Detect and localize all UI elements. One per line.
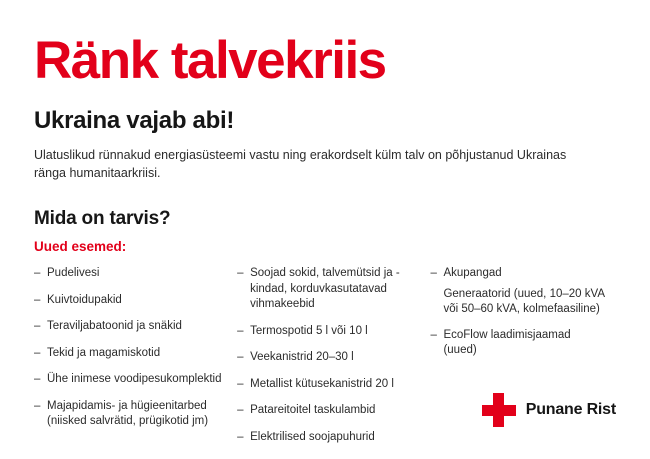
logo-label: Punane Rist [525,401,616,418]
items-list-1 [34,266,227,430]
items-column-2 [237,266,430,456]
list-item: – Majapidamis- ja hügieenitarbed (niisked salvrätid, prügikotid jm) [34,399,227,430]
section-title: Mida on tarvis? [34,208,171,230]
list-item-sub: Generaatorid (uued, 10–20 kVA või 50–60 kVA, kolmefaasiline) [443,287,605,316]
items-columns [34,266,616,456]
list-item: – Teraviljabatoonid ja snäkid [34,319,227,335]
items-list-3 [430,266,606,359]
items-list-2 [237,266,420,445]
subheading: Ukraina vajab abi! [34,107,235,134]
list-item: – EcoFlow laadimisjaamad (uued) [430,328,606,359]
list-item: – Veekanistrid 20–30 l [237,350,420,366]
list-item: – Ühe inimese voodipesukomplektid [34,372,227,388]
section-subtitle: Uued esemed: [34,239,127,255]
list-item: – Kuivtoidupakid [34,293,227,309]
list-item: – Patareitoitel taskulambid [237,403,420,419]
page-title: Ränk talvekriis [34,31,386,90]
red-cross-logo [482,393,616,427]
red-cross-icon [482,393,516,427]
list-item: – Termospotid 5 l või 10 l [237,324,420,340]
list-item: – Akupangad [430,266,606,282]
list-item: – Tekid ja magamiskotid [34,346,227,362]
items-column-3 [430,266,616,370]
list-item: – Elektrilised soojapuhurid [237,430,420,446]
items-column-1 [34,266,237,441]
list-item: – Pudelivesi [34,266,227,282]
list-item: – Metallist kütusekanistrid 20 l [237,377,420,393]
intro-paragraph: Ulatuslikud rünnakud energiasüsteemi vastu ning erakordselt külm talv on põhjustanud Ukrainas ränga humanitaarkriisi. [34,148,567,181]
list-item: – Soojad sokid, talvemütsid ja -kindad, korduvkasutatavad vihmakeebid [237,266,420,313]
